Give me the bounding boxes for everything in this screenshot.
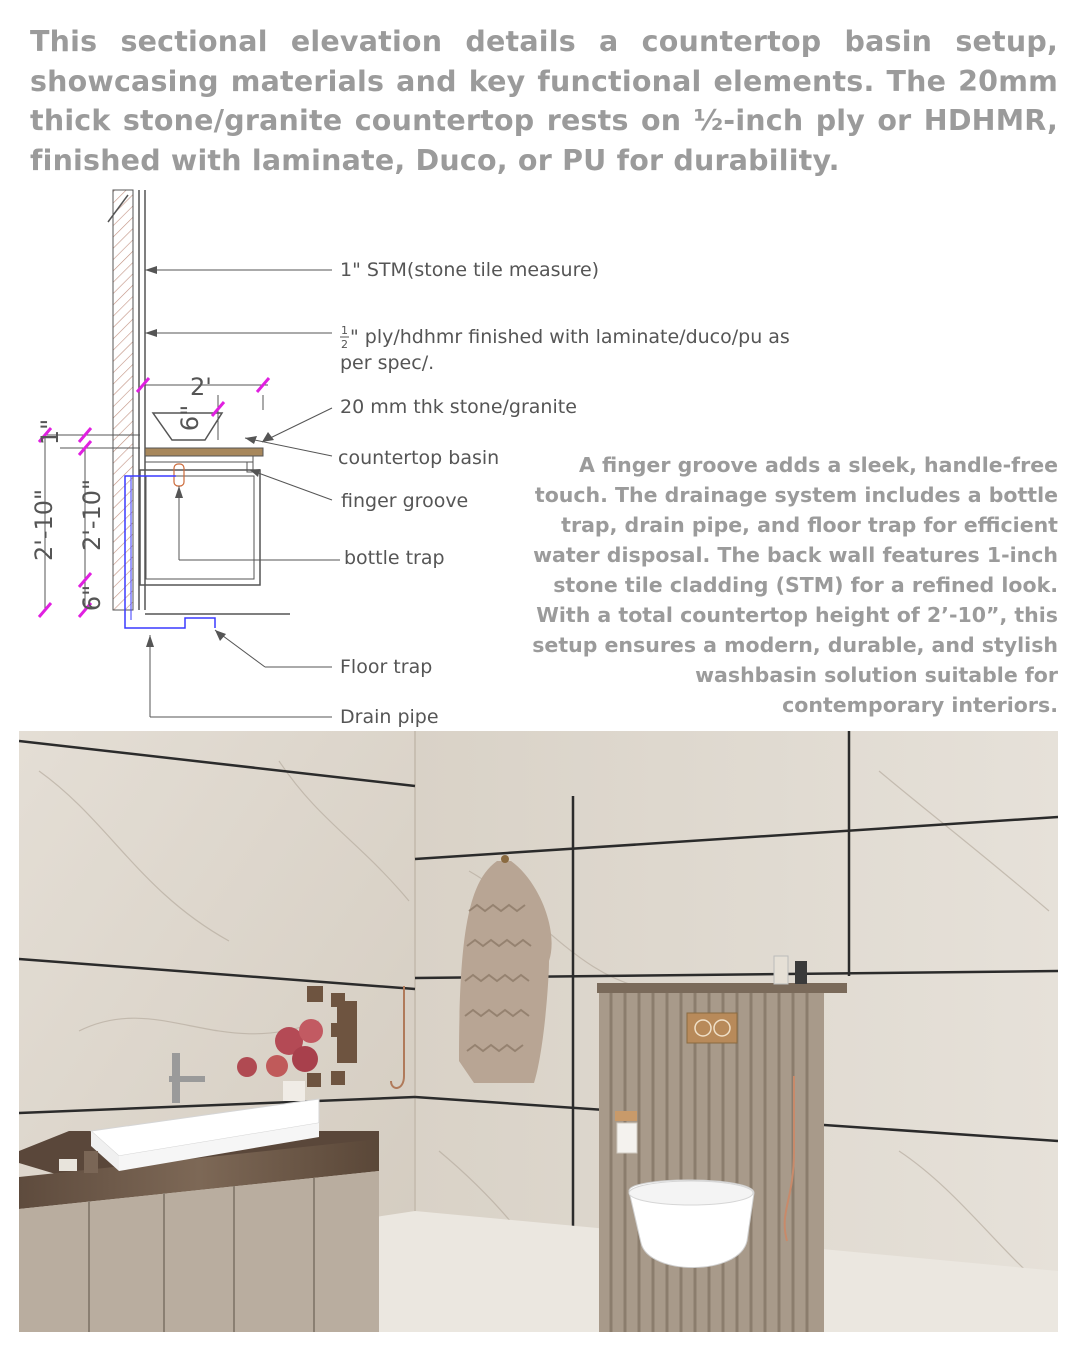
label-floor-trap: Floor trap [340,656,433,678]
vanity-cabinet [140,448,263,585]
label-stone: 20 mm thk stone/granite [340,396,577,418]
leader-lines [145,270,332,717]
label-groove: finger groove [341,490,469,512]
dim-width: 2' [190,373,212,401]
label-bottle-trap: bottle trap [344,547,445,569]
description-paragraph: A finger groove adds a sleek, handle-free touch. The drainage system includes a bottle trap, drain pipe, and floor trap for efficient water disposal. The back wall features 1-inch stone tile cladding (STM) for a refined look. With a total countertop height of 2’-10”, this setup ensures a modern, durable, and stylish washbasin solution suitable for contemporary interiors. [532,453,1058,717]
label-ply-fraction-den: 2 [341,338,348,351]
label-stm: 1" STM(stone tile measure) [340,259,600,281]
dim-basin-height: 6" [176,404,204,432]
label-ply-line1: " ply/hdhmr finished with laminate/duco/pu as [350,326,790,348]
label-ply-line2: per spec/. [340,352,435,374]
bottle-trap [174,464,340,560]
dim-counter-height: 2'-10" [78,478,106,552]
label-drain-pipe: Drain pipe [340,706,439,728]
dim-plinth: 6" [78,584,106,612]
bathroom-render-photo [19,731,1058,1332]
label-ply-fraction-num: 1 [341,324,348,337]
intro-paragraph: This sectional elevation details a countertop basin setup, showcasing materials and key functional elements. The 20mm thick stone/granite countertop rests on ½-inch ply or HDHMR, finished with laminate, Duco, or PU for durability. [30,25,1058,177]
dim-total-height: 2'-10" [30,488,58,562]
dim-top-thickness: 1" [36,418,64,446]
label-basin: countertop basin [338,447,500,469]
